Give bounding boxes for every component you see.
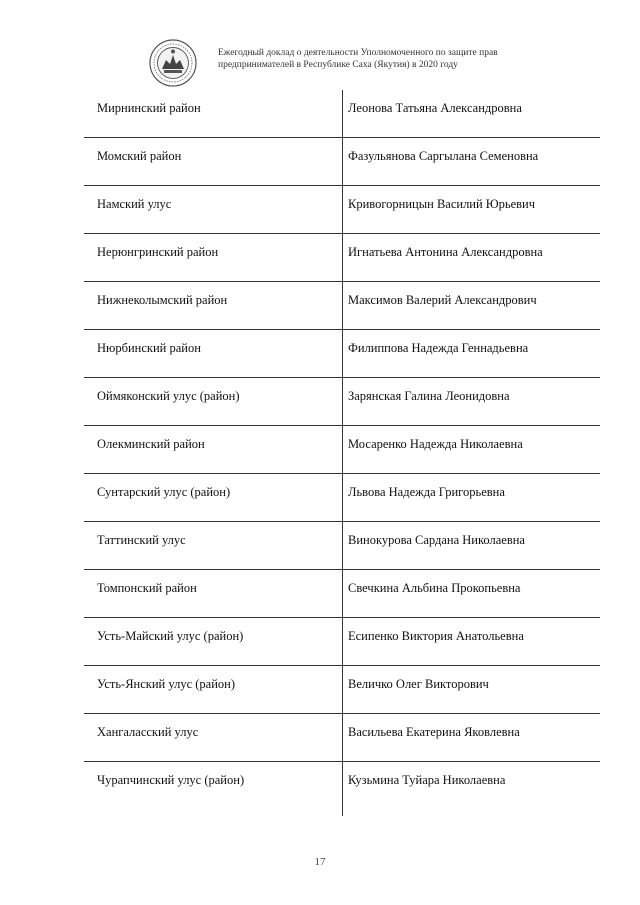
header-text: [218, 47, 498, 71]
district-cell: Хангаласский улус: [97, 725, 199, 739]
district-cell: Момский район: [97, 149, 182, 163]
table-row: [84, 474, 600, 522]
table-row: [84, 282, 600, 330]
table-row: [84, 138, 600, 186]
table-row: [84, 426, 600, 474]
district-cell: Намский улус: [97, 197, 172, 211]
header-line-1: Ежегодный доклад о деятельности Уполномоченного по защите прав: [218, 48, 498, 58]
table-row: [84, 570, 600, 618]
district-cell: Чурапчинский улус (район): [97, 773, 245, 787]
table-row: [84, 762, 600, 810]
district-cell: Сунтарский улус (район): [97, 485, 231, 499]
table-row: [84, 330, 600, 378]
district-cell: Таттинский улус: [97, 533, 186, 547]
district-cell: Нюрбинский район: [97, 341, 201, 355]
representative-cell: Игнатьева Антонина Александровна: [348, 245, 543, 259]
header-line-2: предпринимателей в Республике Саха (Якутия) в 2020 году: [218, 60, 458, 70]
representative-cell: Винокурова Сардана Николаевна: [348, 533, 525, 547]
representative-cell: Есипенко Виктория Анатольевна: [348, 629, 524, 643]
district-cell: Усть-Янский улус (район): [97, 677, 235, 691]
table-row: [84, 90, 600, 138]
table-row: [84, 618, 600, 666]
page-number: 17: [314, 856, 326, 868]
representative-cell: Львова Надежда Григорьевна: [348, 485, 505, 499]
representative-cell: Величко Олег Викторович: [348, 677, 489, 691]
table-row: [84, 522, 600, 570]
table-row: [84, 378, 600, 426]
representative-cell: Филиппова Надежда Геннадьевна: [348, 341, 529, 355]
representative-cell: Леонова Татьяна Александровна: [348, 101, 522, 115]
table-row: [84, 714, 600, 762]
table-row: [84, 234, 600, 282]
district-cell: Оймяконский улус (район): [97, 389, 240, 403]
representative-cell: Зарянская Галина Леонидовна: [348, 389, 510, 403]
representative-cell: Свечкина Альбина Прокопьевна: [348, 581, 521, 595]
district-cell: Мирнинский район: [97, 101, 201, 115]
district-cell: Томпонский район: [97, 581, 197, 595]
representative-cell: Кривогорницын Василий Юрьевич: [348, 197, 536, 211]
district-cell: Усть-Майский улус (район): [97, 629, 244, 643]
districts-table: [84, 90, 600, 816]
representative-cell: Фазульянова Саргылана Семеновна: [348, 149, 539, 163]
representative-cell: Кузьмина Туйара Николаевна: [348, 773, 506, 787]
page-header: [148, 38, 548, 88]
emblem-icon: [148, 38, 198, 88]
representative-cell: Васильева Екатерина Яковлевна: [348, 725, 520, 739]
district-cell: Олекминский район: [97, 437, 205, 451]
district-cell: Нерюнгринский район: [97, 245, 219, 259]
table-row: [84, 666, 600, 714]
representative-cell: Мосаренко Надежда Николаевна: [348, 437, 523, 451]
representative-cell: Максимов Валерий Александрович: [348, 293, 537, 307]
table-row: [84, 186, 600, 234]
district-cell: Нижнеколымский район: [97, 293, 228, 307]
